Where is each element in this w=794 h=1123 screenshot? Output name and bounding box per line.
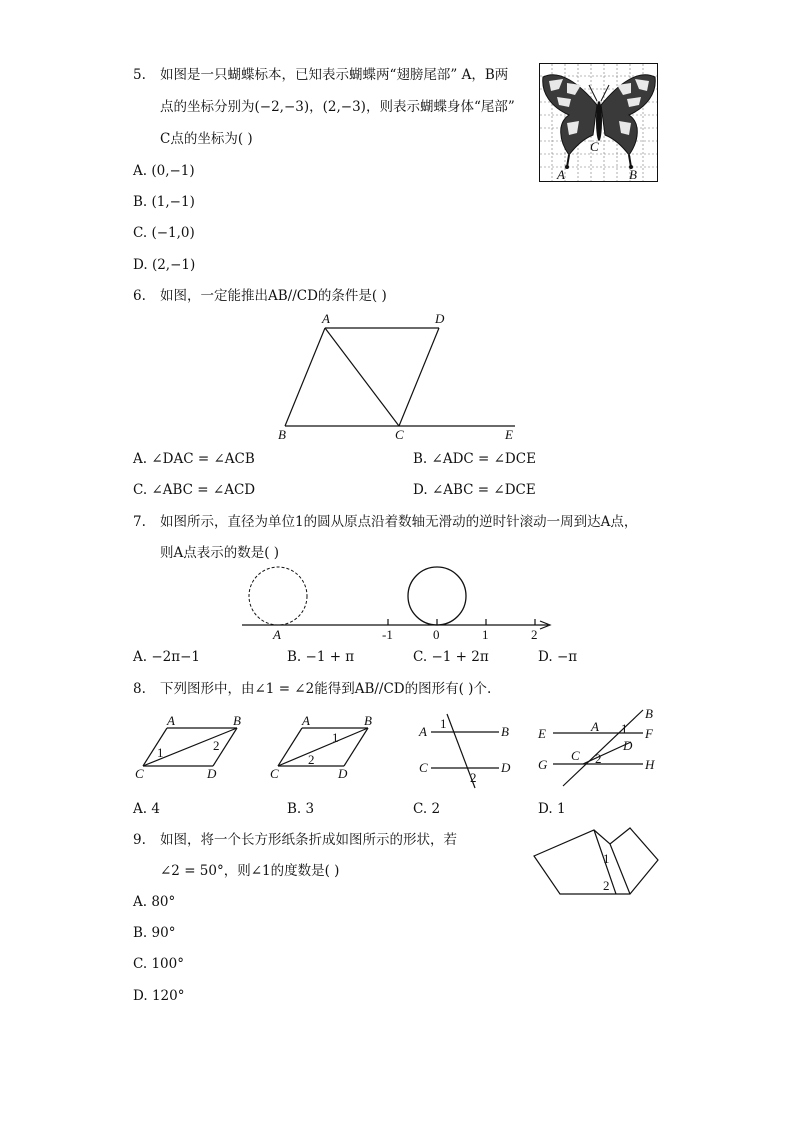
label-a: A (273, 627, 281, 642)
q9-stem-line1: 如图，将一个长方形纸条折成如图所示的形状，若 (160, 832, 457, 848)
option-letter: A. (133, 894, 148, 910)
angle-1-label: 1 (621, 721, 628, 736)
label-a: A (591, 719, 599, 734)
label-c: C (135, 766, 144, 781)
angle-2-label: 2 (595, 751, 602, 766)
q5-stem-line2: 点的坐标分别为(−2,−3)，(2,−3)，则表示蝴蝶身体“尾部” (160, 99, 515, 115)
angle-2-label: 2 (308, 752, 315, 767)
label-a: A (557, 167, 565, 182)
option-letter: D. (133, 257, 148, 273)
label-a: A (302, 713, 310, 728)
q5-option-a (133, 162, 195, 180)
angle-1-label: 1 (157, 745, 164, 760)
option-letter: A. (133, 163, 148, 179)
q9-option-b (133, 924, 175, 942)
q6-number: 6. (133, 288, 146, 304)
option-text: ∠ADC = ∠DCE (431, 451, 536, 467)
option-letter: A. (133, 801, 148, 817)
q7-option-d (538, 648, 577, 666)
label-c: C (571, 748, 580, 763)
q7-option-a (133, 648, 200, 666)
q9-folded-strip-figure (532, 826, 662, 901)
q5-option-c (133, 224, 195, 242)
option-letter: B. (287, 801, 302, 817)
label-b: B (645, 706, 653, 721)
q6-option-c (133, 481, 255, 499)
label-d: D (207, 766, 217, 781)
q8-option-c (413, 800, 440, 818)
option-text: ∠ABC = ∠ACD (151, 482, 256, 498)
q6-option-b (413, 450, 536, 468)
option-text: (−1,0) (151, 225, 195, 241)
option-letter: C. (133, 482, 148, 498)
label-b: B (278, 427, 286, 442)
option-text: −π (556, 649, 578, 665)
label-d: D (623, 738, 633, 753)
q5-butterfly-figure (539, 63, 659, 183)
label-g: G (538, 757, 548, 772)
option-text: 2 (431, 801, 441, 817)
angle-2-label: 2 (213, 738, 220, 753)
option-letter: B. (413, 451, 428, 467)
label-c: C (590, 139, 599, 154)
label-b: B (629, 167, 637, 182)
angle-1-label: 1 (440, 716, 447, 731)
option-letter: D. (538, 801, 553, 817)
label-f: F (645, 726, 653, 741)
label-c: C (395, 427, 404, 442)
tick-label: 2 (531, 627, 538, 642)
option-text: −1 + π (305, 649, 355, 665)
label-a: A (419, 724, 427, 739)
option-letter: C. (133, 956, 148, 972)
option-letter: A. (133, 649, 148, 665)
q8-figure-1 (133, 714, 253, 784)
option-letter: C. (413, 801, 428, 817)
q5-stem-line3: C点的坐标为( ) (160, 131, 253, 147)
q7-number: 7. (133, 514, 146, 530)
label-d: D (435, 311, 445, 326)
label-e: E (505, 427, 513, 442)
q8-stem: 下列图形中，由∠1 = ∠2能得到AB//CD的图形有( )个. (160, 681, 492, 697)
q9-option-a (133, 893, 175, 911)
q8-option-a (133, 800, 160, 818)
q5-option-d (133, 256, 195, 274)
label-d: D (501, 760, 511, 775)
label-b: B (501, 724, 509, 739)
q5-stem-line1: 如图是一只蝴蝶标本，已知表示蝴蝶两“翅膀尾部” A，B两 (160, 67, 509, 83)
q9-option-c (133, 955, 184, 973)
option-text: 100° (151, 956, 184, 972)
q5-number: 5. (133, 67, 146, 83)
label-h: H (645, 757, 655, 772)
label-c: C (419, 760, 428, 775)
q8-figure-2 (268, 714, 388, 784)
option-letter: D. (413, 482, 428, 498)
q8-figure-3 (413, 710, 523, 790)
option-letter: A. (133, 451, 148, 467)
option-text: (0,−1) (151, 163, 195, 179)
q7-stem-line2: 则A点表示的数是( ) (160, 545, 280, 561)
option-text: 90° (151, 925, 176, 941)
angle-1-label: 1 (603, 851, 610, 866)
q8-option-d (538, 800, 566, 818)
q7-number-line-figure (238, 564, 558, 644)
label-e: E (538, 726, 546, 741)
q7-option-c (413, 648, 489, 666)
label-a: A (322, 311, 330, 326)
option-letter: B. (287, 649, 302, 665)
q5-option-b (133, 193, 195, 211)
option-text: 3 (305, 801, 315, 817)
q9-number: 9. (133, 832, 146, 848)
option-text: −1 + 2π (431, 649, 489, 665)
option-letter: B. (133, 925, 148, 941)
label-b: B (233, 713, 241, 728)
angle-2-label: 2 (470, 770, 477, 785)
q8-figure-4 (537, 706, 667, 791)
q9-option-d (133, 987, 184, 1005)
angle-1-label: 1 (332, 730, 339, 745)
label-b: B (364, 713, 372, 728)
q9-stem-line2: ∠2 = 50°，则∠1的度数是( ) (160, 863, 340, 879)
option-letter: D. (538, 649, 553, 665)
tick-label: -1 (382, 627, 393, 642)
label-c: C (270, 766, 279, 781)
label-d: D (338, 766, 348, 781)
option-text: 120° (151, 988, 185, 1004)
q6-parallelogram-figure (275, 308, 525, 443)
option-text: ∠DAC = ∠ACB (151, 451, 255, 467)
q6-stem: 如图，一定能推出AB//CD的条件是( ) (160, 288, 387, 304)
q6-option-d (413, 481, 536, 499)
option-text: ∠ABC = ∠DCE (431, 482, 536, 498)
q7-option-b (287, 648, 354, 666)
tick-label: 0 (433, 627, 440, 642)
q6-option-a (133, 450, 255, 468)
option-text: (2,−1) (151, 257, 196, 273)
option-text: −2π−1 (151, 649, 201, 665)
angle-2-label: 2 (603, 878, 610, 893)
option-letter: B. (133, 194, 148, 210)
option-letter: C. (133, 225, 148, 241)
option-letter: C. (413, 649, 428, 665)
option-text: (1,−1) (151, 194, 195, 210)
option-letter: D. (133, 988, 148, 1004)
q8-option-b (287, 800, 314, 818)
option-text: 4 (151, 801, 160, 817)
label-a: A (167, 713, 175, 728)
q8-number: 8. (133, 681, 146, 697)
tick-label: 1 (482, 627, 489, 642)
option-text: 80° (151, 894, 176, 910)
option-text: 1 (556, 801, 566, 817)
q7-stem-line1: 如图所示，直径为单位1的圆从原点沿着数轴无滑动的逆时针滚动一周到达A点， (160, 514, 638, 530)
